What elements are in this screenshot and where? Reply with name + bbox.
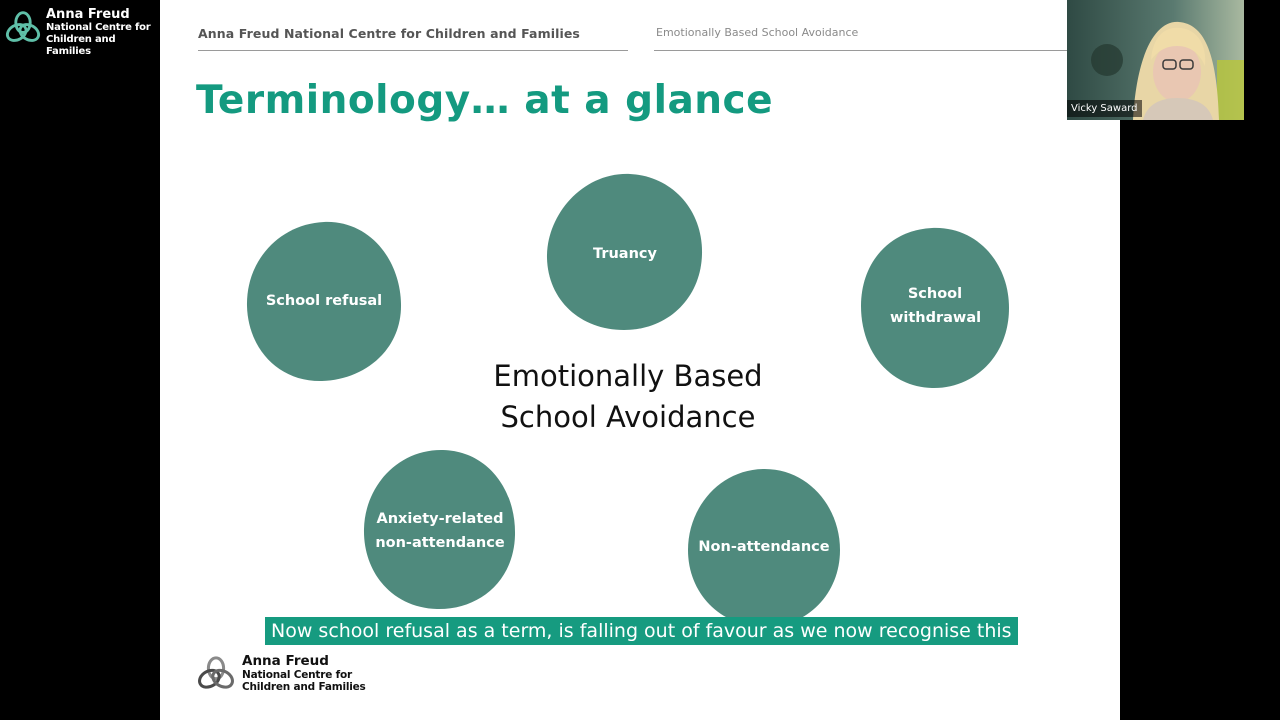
term-truancy: Truancy	[593, 246, 657, 262]
presentation-slide	[160, 0, 1120, 720]
brand-name: Anna Freud	[46, 7, 130, 22]
central-concept-line-1: Emotionally Based	[493, 359, 763, 393]
anna-freud-knot-icon	[4, 10, 42, 46]
term-non-attendance: Non-attendance	[698, 539, 830, 555]
term-blob-non-attendance	[687, 468, 841, 628]
term-school-refusal: School refusal	[265, 293, 383, 309]
brand-sub-1: National Centre for	[242, 669, 352, 681]
brand-logo-top	[4, 7, 158, 57]
term-blob-anxiety-related	[363, 449, 517, 611]
term-blob-school-refusal	[246, 220, 402, 382]
participant-name-tag: Vicky Saward	[1067, 100, 1142, 117]
header-divider-right	[654, 50, 1120, 51]
term-school-withdrawal: School withdrawal	[890, 286, 982, 326]
anna-freud-knot-icon	[196, 655, 236, 693]
term-anxiety-related: Anxiety-related non-attendance	[375, 511, 505, 551]
brand-logo-bottom	[196, 653, 376, 697]
slide-header-topic: Emotionally Based School Avoidance	[656, 26, 859, 39]
participant-video-tile[interactable]	[1067, 0, 1244, 120]
term-blob-truancy	[546, 172, 704, 332]
brand-name: Anna Freud	[242, 653, 329, 669]
slide-header-org: Anna Freud National Centre for Children and Families	[198, 26, 580, 41]
slide-title: Terminology… at a glance	[196, 78, 774, 123]
central-concept-line-2: School Avoidance	[500, 400, 756, 434]
header-divider-left	[198, 50, 628, 51]
brand-sub-2: Children and Families	[46, 34, 116, 57]
live-caption: Now school refusal as a term, is falling out of favour as we now recognise this	[265, 617, 1018, 645]
central-concept	[460, 356, 796, 438]
term-blob-school-withdrawal	[860, 226, 1010, 390]
brand-sub-1: National Centre for	[46, 22, 151, 33]
brand-sub-2: Children and Families	[242, 681, 366, 693]
